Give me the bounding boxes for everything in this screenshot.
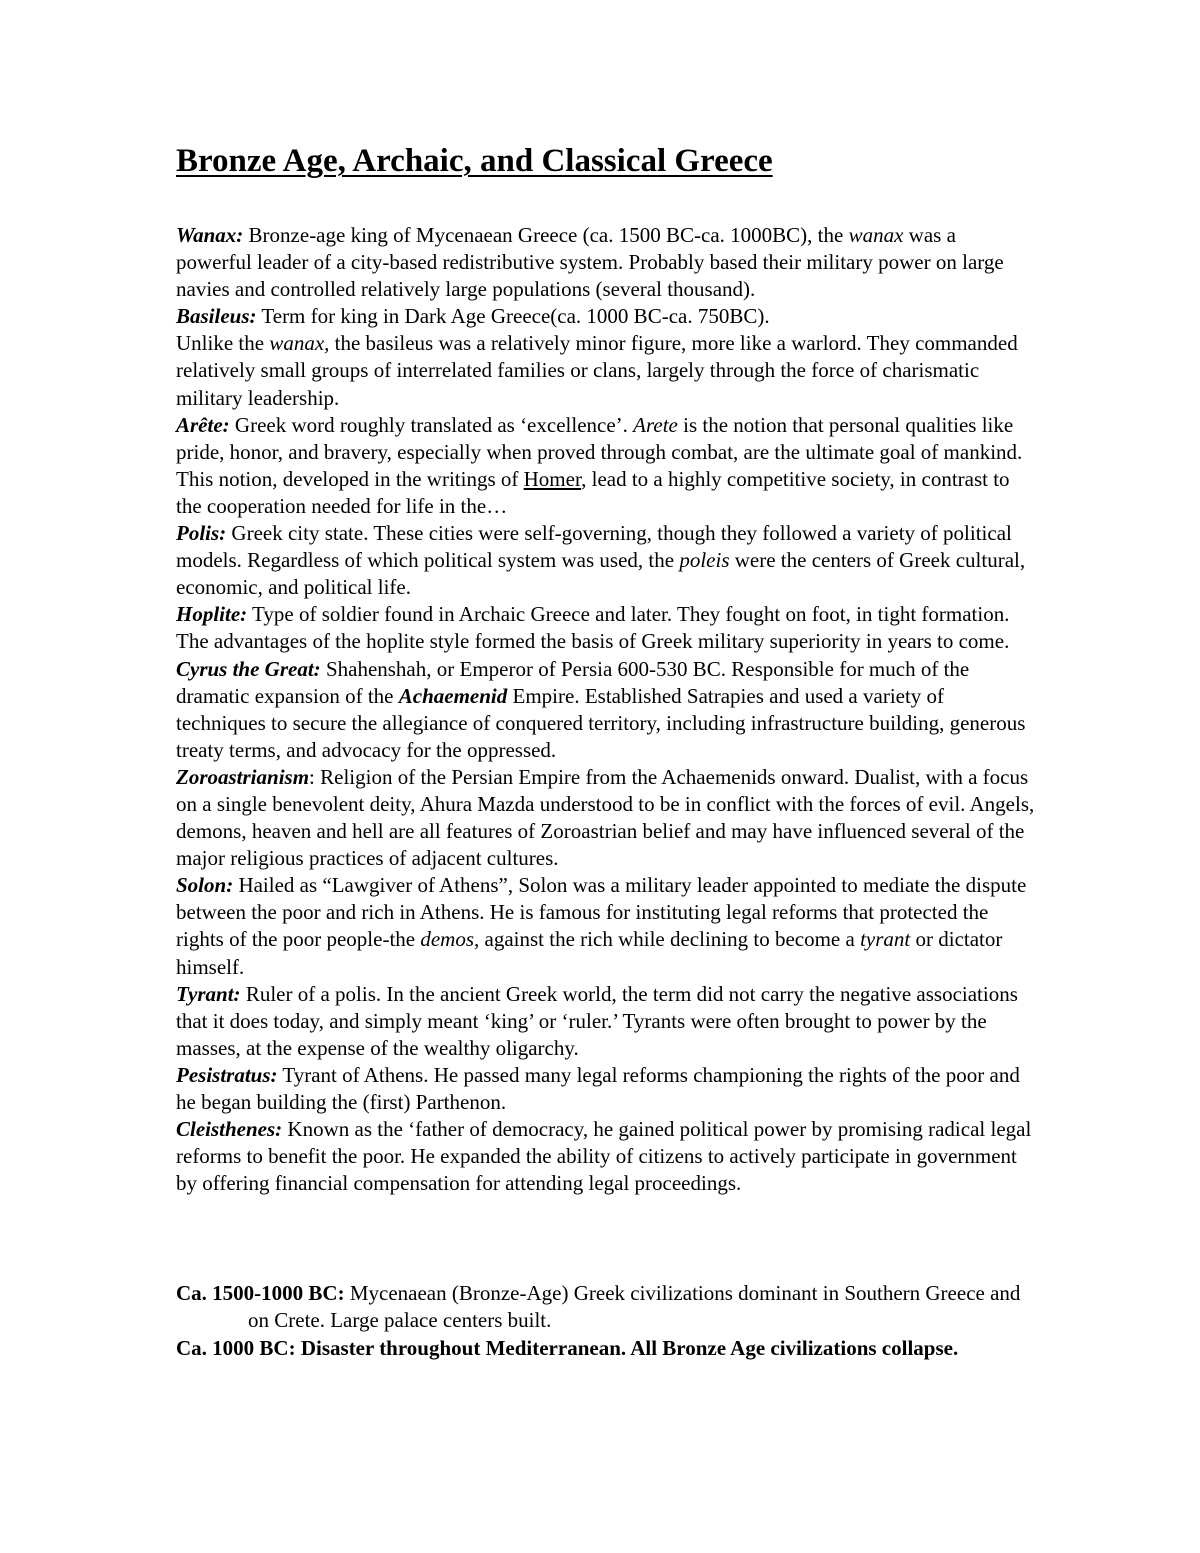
glossary-entry-pesistratus [176,1062,1036,1116]
timeline-date: Ca. 1000 BC: [176,1335,296,1360]
emphasis-text: poleis [679,548,730,573]
timeline-item [176,1280,1036,1335]
glossary-entry-polis [176,520,1036,601]
timeline-text: Mycenaean (Bronze-Age) Greek civilizations dominant in Southern Greece and on Crete. Large palace centers built. [248,1281,1021,1333]
glossary-entry-tyrant [176,981,1036,1062]
definition-text: is the notion that personal qualities like pride, honor, and bravery, especially when proved through combat, are the ultimate goal of mankind. This notion, developed in the writings of [176,412,1023,491]
timeline [176,1280,1036,1362]
term-label: Arête: [176,412,230,437]
definition-text: Known as the ‘father of democracy, he gained political power by promising radical legal reforms to benefit the poor. He expanded the ability of citizens to actively participate in government by offering financial compensation for attending legal proceedings. [176,1117,1032,1196]
glossary-entry-wanax [176,222,1036,303]
definition-text: , lead to a highly competitive society, in contrast to the cooperation needed for life in the… [176,466,1010,518]
term-label: Zoroastrianism [176,764,310,789]
definition-text: Term for king in Dark Age Greece(ca. 1000 BC-ca. 750BC). [256,304,770,329]
term-label: Wanax: [176,223,244,247]
glossary-entry-cleisthenes [176,1116,1036,1197]
definition-text: Type of soldier found in Archaic Greece and later. They fought on foot, in tight formation. The advantages of the hoplite style formed the basis of Greek military superiority in years to come. [176,602,1010,654]
glossary-entry-arete [176,412,1036,520]
term-label: Basileus: [176,304,257,329]
emphasis-text: Arete [633,412,678,437]
glossary-entry-basileus [176,303,1036,411]
page-title: Bronze Age, Archaic, and Classical Greece [176,143,773,179]
emphasis-text: wanax [848,223,904,247]
term-label: Cyrus the Great: [176,656,321,681]
definition-text: Unlike the [176,331,270,356]
glossary-entry-zoroastrianism [176,764,1036,872]
timeline-item [176,1335,1036,1362]
definition-text: the basileus was a relatively minor figure, more like a warlord. They commanded relatively small groups of interrelated families or clans, largely through the force of charismatic military leadership. [176,331,1018,410]
emphasis-text: demos, [420,927,480,952]
glossary [176,222,1036,1197]
definition-text: was a powerful leader of a city-based redistributive system. Probably based their military power on large navies and controlled relatively large populations (several thousand). [176,223,1004,302]
term-label: Hoplite: [176,602,248,627]
emphasis-text: tyrant [860,927,911,952]
definition-text: were the centers of Greek cultural, economic, and political life. [176,548,1026,600]
timeline-text: Disaster throughout Mediterranean. All Bronze Age civilizations collapse. [295,1335,959,1360]
definition-text: Greek word roughly translated as ‘excellence’. [229,412,634,437]
term-label: Solon: [176,873,234,898]
emphasis-text: wanax, [269,331,330,356]
definition-text: Empire. Established Satrapies and used a variety of techniques to secure the allegiance of conquered territory, including infrastructure building, generous treaty terms, and advocacy for the oppressed. [176,683,1026,762]
term-label: Polis: [176,521,227,546]
definition-text: Hailed as “Lawgiver of Athens”, Solon was a military leader appointed to mediate the dispute between the poor and rich in Athens. He is famous for instituting legal reforms that protected the rights of the poor people-the [176,873,1027,952]
definition-text: Ruler of a polis. In the ancient Greek world, the term did not carry the negative associations that it does today, and simply meant ‘king’ or ‘ruler.’ Tyrants were often brought to power by the masses, at the expense of the wealthy oligarchy. [176,981,1018,1060]
definition-text: against the rich while declining to become a [479,927,861,952]
definition-text: : Religion of the Persian Empire from the Achaemenids onward. Dualist, with a focus on a single benevolent deity, Ahura Mazda understood to be in conflict with the forces of evil. Angels, demons, heaven and hell are all features of Zoroastrian belief and may have influenced several of the major religious practices of adjacent cultures. [176,764,1035,871]
definition-text: Greek city state. These cities were self-governing, though they followed a variety of political models. Regardless of which political system was used, the [176,521,1012,573]
term-label: Pesistratus: [176,1062,278,1087]
definition-text: or dictator himself. [176,927,1003,979]
term-label: Cleisthenes: [176,1117,283,1142]
emphasis-text: Achaemenid [398,683,508,708]
term-label: Tyrant: [176,981,241,1006]
definition-text: Shahenshah, or Emperor of Persia 600-530 BC. Responsible for much of the dramatic expansion of the [176,656,970,708]
definition-text: Tyrant of Athens. He passed many legal reforms championing the rights of the poor and he began building the (first) Parthenon. [176,1062,1020,1114]
definition-text: Bronze-age king of Mycenaean Greece (ca. 1500 BC-ca. 1000BC), the [243,223,849,247]
glossary-entry-solon [176,872,1036,980]
homer-link[interactable]: Homer [523,466,582,491]
glossary-entry-hoplite [176,601,1036,655]
glossary-entry-cyrus [176,656,1036,764]
timeline-date: Ca. 1500-1000 BC: [176,1281,345,1305]
